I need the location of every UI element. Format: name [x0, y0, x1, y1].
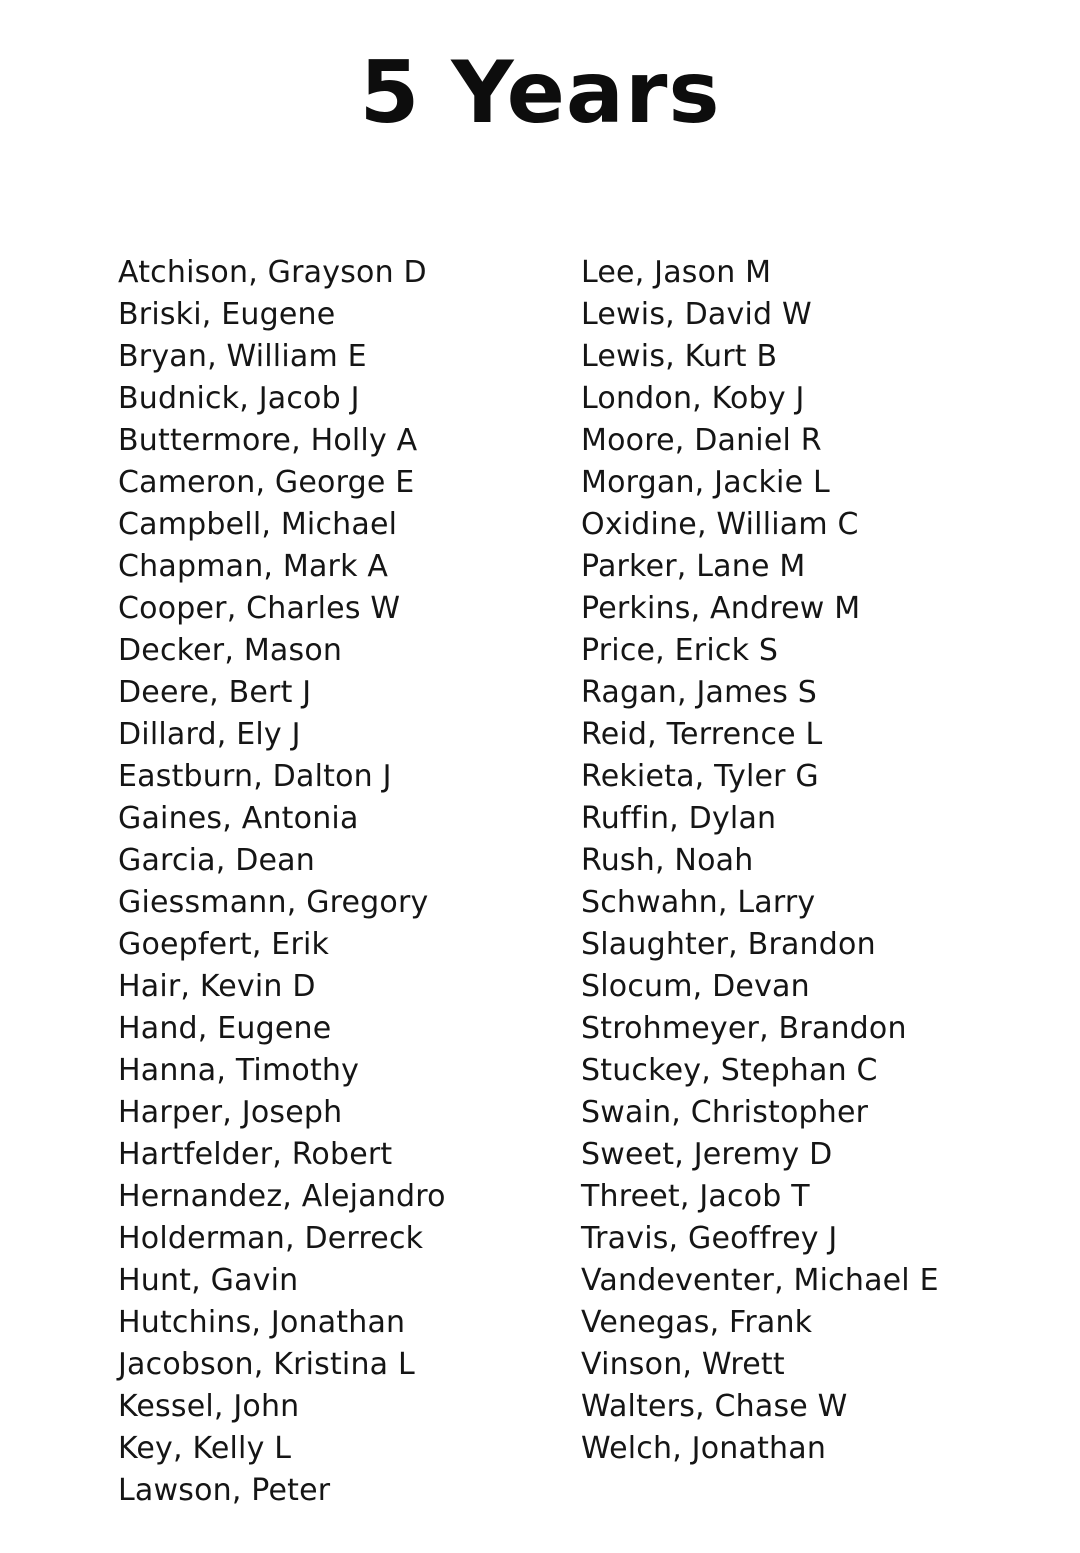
name-entry: Rekieta, Tyler G: [581, 759, 819, 794]
name-entry: Holderman, Derreck: [118, 1221, 424, 1256]
name-entry: Swain, Christopher: [581, 1095, 869, 1130]
name-entry: Vandeventer, Michael E: [581, 1263, 939, 1298]
name-entry: Decker, Mason: [118, 633, 343, 668]
name-entry: Atchison, Grayson D: [118, 255, 427, 290]
name-entry: Dillard, Ely J: [118, 717, 301, 752]
name-entry: Hunt, Gavin: [118, 1263, 299, 1298]
name-entry: Lewis, Kurt B: [581, 339, 778, 374]
name-entry: Oxidine, William C: [581, 507, 859, 542]
name-entry: Harper, Joseph: [118, 1095, 343, 1130]
name-entry: Slocum, Devan: [581, 969, 810, 1004]
name-entry: Sweet, Jeremy D: [581, 1137, 833, 1172]
name-entry: Cooper, Charles W: [118, 591, 401, 626]
names-column-left: [118, 252, 558, 1512]
name-entry: Perkins, Andrew M: [581, 591, 861, 626]
name-entry: Lawson, Peter: [118, 1473, 331, 1508]
name-entry: Jacobson, Kristina L: [118, 1347, 415, 1382]
name-entry: Cameron, George E: [118, 465, 415, 500]
names-column-right: [581, 252, 1061, 1470]
name-entry: Stuckey, Stephan C: [581, 1053, 878, 1088]
name-entry: Budnick, Jacob J: [118, 381, 360, 416]
name-entry: Hand, Eugene: [118, 1011, 332, 1046]
name-entry: Hair, Kevin D: [118, 969, 316, 1004]
name-entry: Travis, Geoffrey J: [581, 1221, 838, 1256]
name-entry: Rush, Noah: [581, 843, 754, 878]
name-entry: Eastburn, Dalton J: [118, 759, 392, 794]
name-entry: Hutchins, Jonathan: [118, 1305, 406, 1340]
name-entry: Lewis, David W: [581, 297, 812, 332]
name-entry: Key, Kelly L: [118, 1431, 292, 1466]
name-entry: Giessmann, Gregory: [118, 885, 429, 920]
name-entry: Hernandez, Alejandro: [118, 1179, 446, 1214]
name-entry: Ragan, James S: [581, 675, 818, 710]
name-entry: Threet, Jacob T: [581, 1179, 810, 1214]
name-entry: Reid, Terrence L: [581, 717, 823, 752]
name-entry: Vinson, Wrett: [581, 1347, 785, 1382]
name-entry: Ruffin, Dylan: [581, 801, 777, 836]
name-entry: Hanna, Timothy: [118, 1053, 360, 1088]
name-entry: Schwahn, Larry: [581, 885, 816, 920]
page-title: 5 Years: [359, 43, 721, 143]
name-entry: Morgan, Jackie L: [581, 465, 830, 500]
name-entry: Chapman, Mark A: [118, 549, 389, 584]
name-entry: Garcia, Dean: [118, 843, 315, 878]
name-entry: Walters, Chase W: [581, 1389, 848, 1424]
name-entry: Strohmeyer, Brandon: [581, 1011, 907, 1046]
name-entry: London, Koby J: [581, 381, 805, 416]
name-entry: Bryan, William E: [118, 339, 367, 374]
name-entry: Parker, Lane M: [581, 549, 806, 584]
name-entry: Buttermore, Holly A: [118, 423, 418, 458]
name-entry: Hartfelder, Robert: [118, 1137, 393, 1172]
name-entry: Gaines, Antonia: [118, 801, 359, 836]
name-entry: Slaughter, Brandon: [581, 927, 876, 962]
name-entry: Deere, Bert J: [118, 675, 312, 710]
name-entry: Briski, Eugene: [118, 297, 336, 332]
name-entry: Kessel, John: [118, 1389, 300, 1424]
name-entry: Welch, Jonathan: [581, 1431, 827, 1466]
name-entry: Campbell, Michael: [118, 507, 398, 542]
name-entry: Goepfert, Erik: [118, 927, 330, 962]
name-entry: Venegas, Frank: [581, 1305, 813, 1340]
name-entry: Lee, Jason M: [581, 255, 772, 290]
name-entry: Price, Erick S: [581, 633, 779, 668]
name-entry: Moore, Daniel R: [581, 423, 822, 458]
